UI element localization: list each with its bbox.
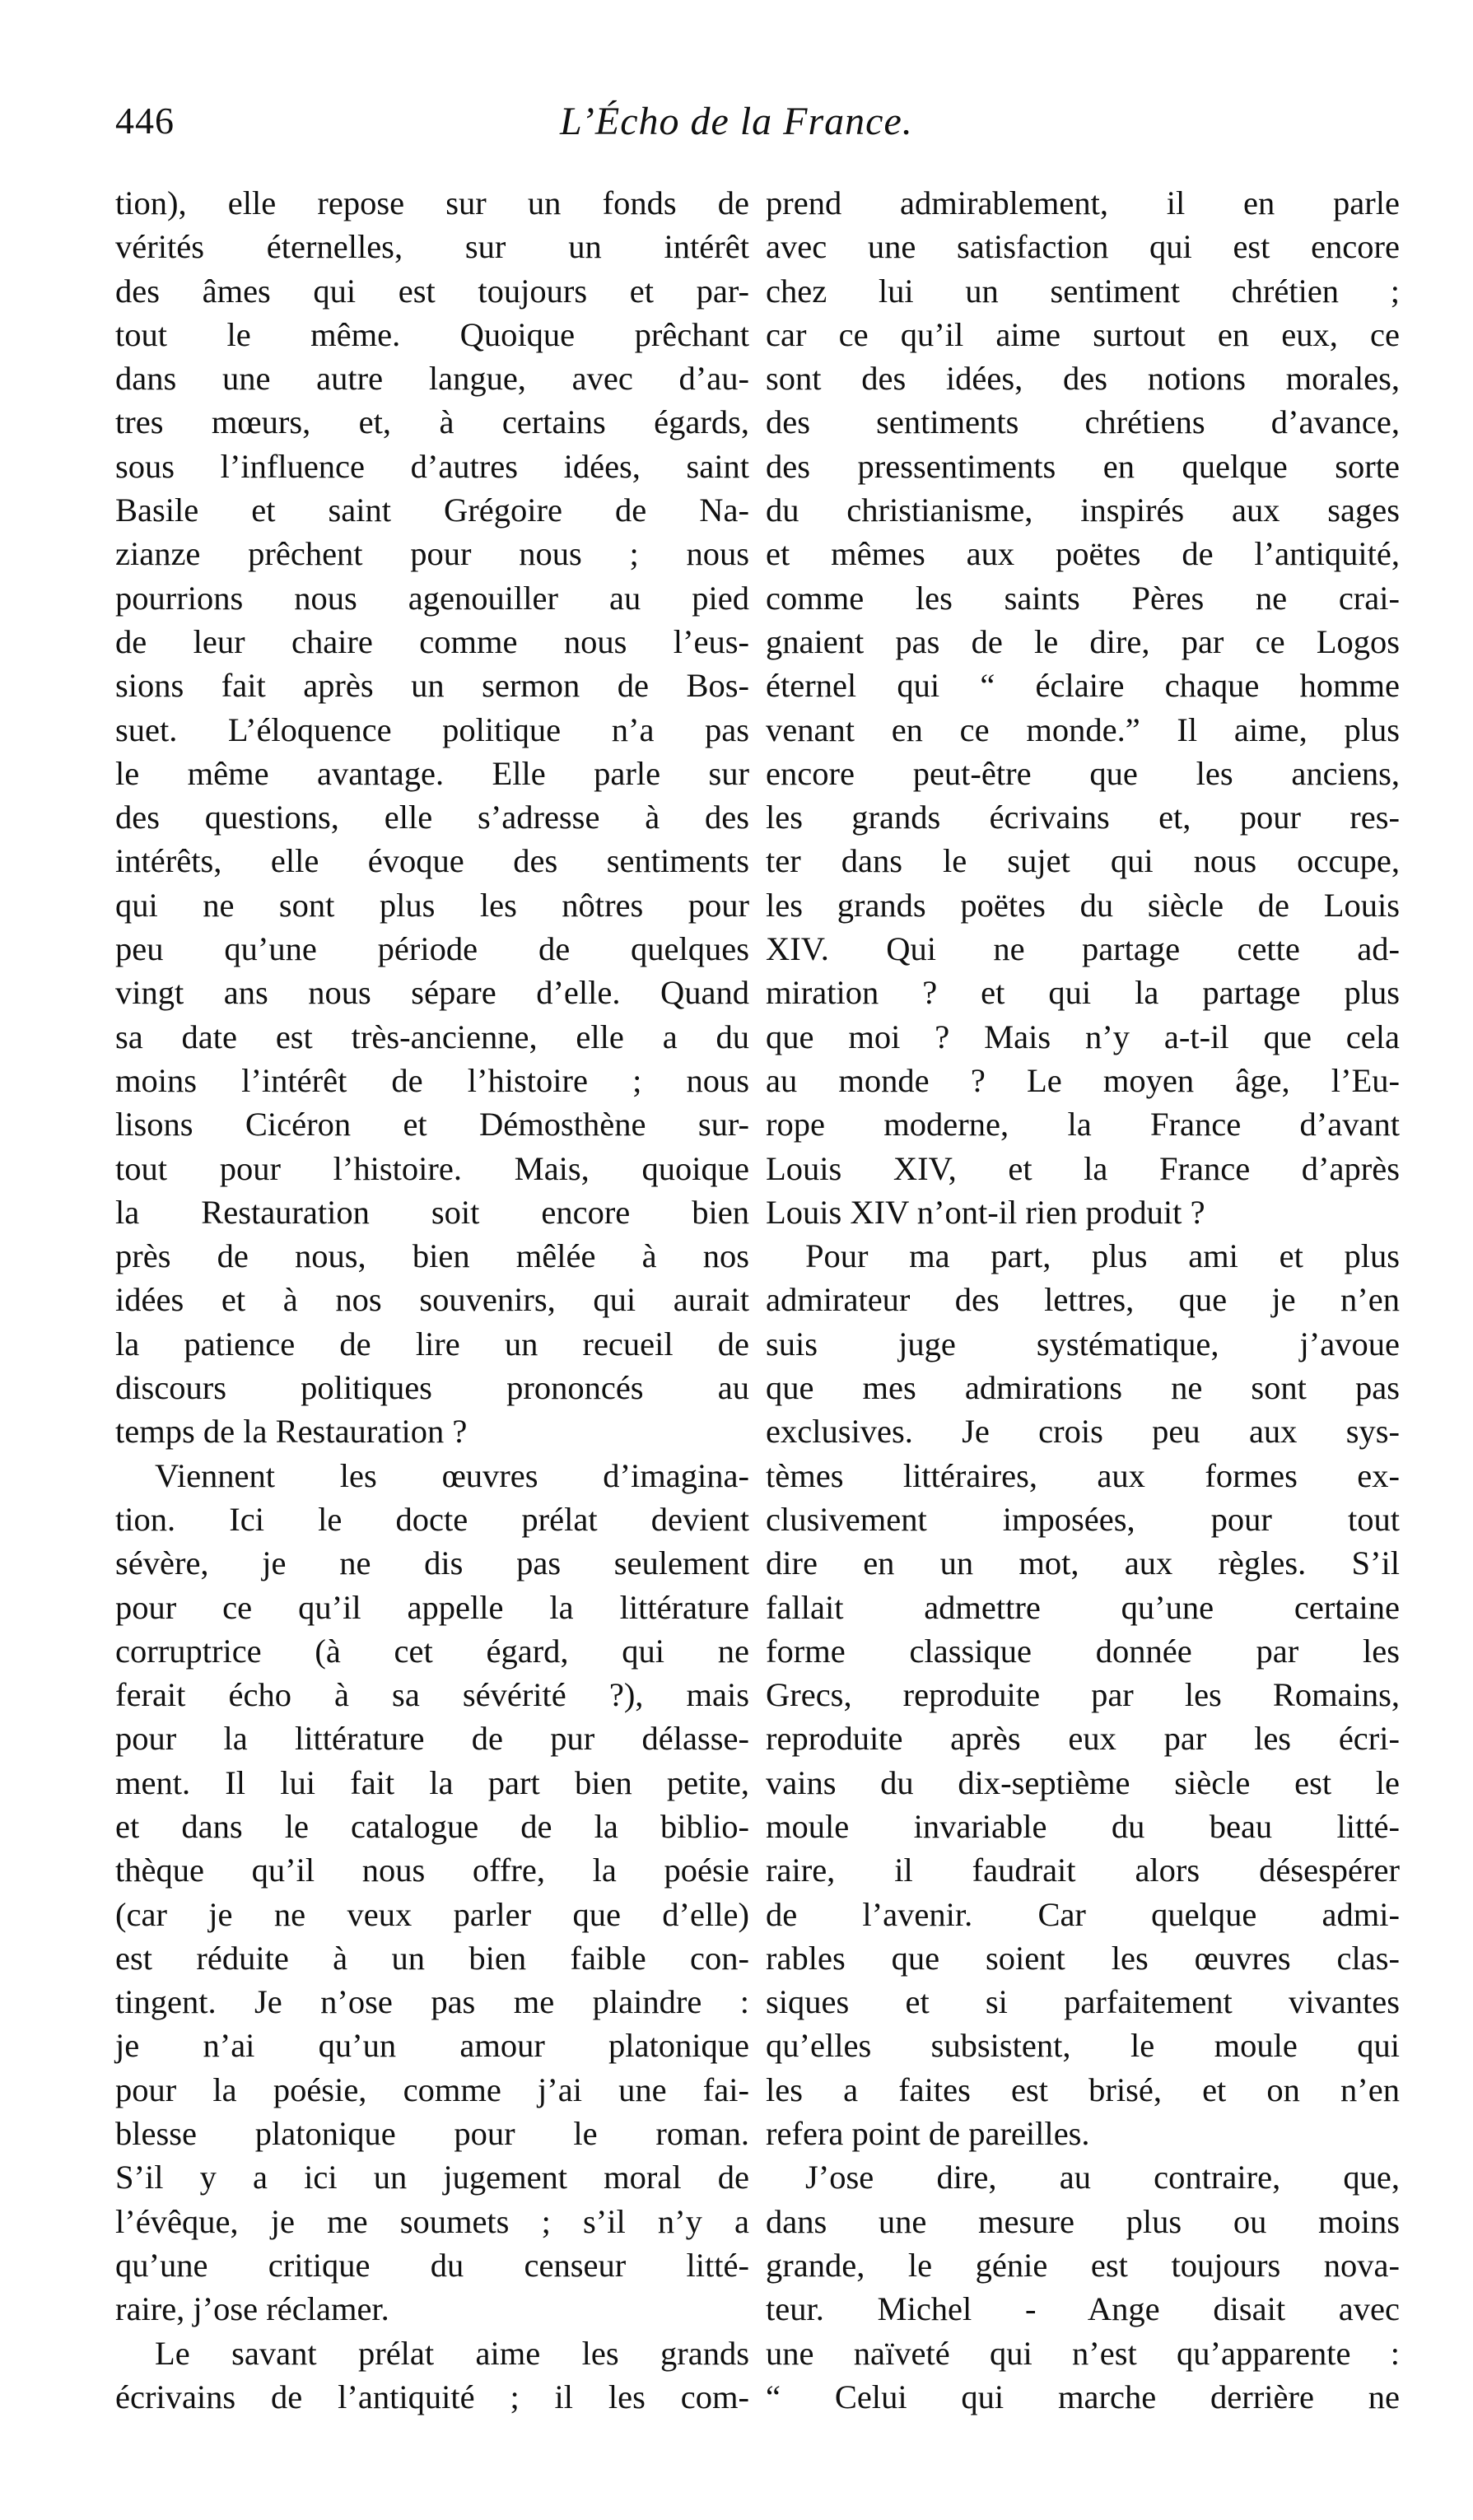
text-line: de leur chaire comme nous l’eus- (115, 622, 749, 660)
text-line: au monde ? Le moyen âge, l’Eu- (766, 1061, 1400, 1099)
text-line: tingent. Je n’ose pas me plaindre : (115, 1983, 749, 2021)
text-line: tion), elle repose sur un fonds de (115, 184, 749, 221)
text-line: raire, il faudrait alors désespérer (766, 1852, 1400, 1889)
text-line: vains du dix-septième siècle est le (766, 1763, 1400, 1801)
text-line: dire en un mot, aux règles. S’il (766, 1544, 1400, 1582)
text-line: (car je ne veux parler que d’elle) (115, 1895, 749, 1933)
text-line: moule invariable du beau litté- (766, 1807, 1400, 1845)
text-line: sa date est très-ancienne, elle a du (115, 1018, 749, 1055)
text-line: avec une satisfaction qui est encore (766, 228, 1400, 266)
text-line: prend admirablement, il en parle (766, 184, 1400, 221)
text-line: tèmes littéraires, aux formes ex- (766, 1456, 1400, 1494)
text-line: que moi ? Mais n’y a-t-il que cela (766, 1018, 1400, 1055)
text-line: l’évêque, je me soumets ; s’il n’y a (115, 2202, 749, 2240)
page-number: 446 (115, 100, 175, 142)
text-line: intérêts, elle évoque des sentiments (115, 842, 749, 880)
text-line: qu’une critique du censeur litté- (115, 2246, 749, 2284)
text-line: Louis XIV, et la France d’après (766, 1149, 1400, 1187)
text-line: idées et à nos souvenirs, qui aurait (115, 1281, 749, 1319)
text-line: les a faites est brisé, et on n’en (766, 2070, 1400, 2108)
text-line: tion. Ici le docte prélat devient (115, 1500, 749, 1538)
text-line: les grands écrivains et, pour res- (766, 799, 1400, 836)
text-line: raire, j’ose réclamer. (115, 2290, 389, 2328)
running-title: L’Écho de la France. (560, 100, 913, 143)
text-line: sont des idées, des notions morales, (766, 360, 1400, 398)
text-line: car ce qu’il aime surtout en eux, ce (766, 315, 1400, 353)
text-line: rope moderne, la France d’avant (766, 1106, 1400, 1144)
text-line: des sentiments chrétiens d’avance, (766, 403, 1400, 441)
text-line: sévère, je ne dis pas seulement (115, 1544, 749, 1582)
text-line: Viennent les œuvres d’imagina- (155, 1456, 749, 1494)
text-line: moins l’intérêt de l’histoire ; nous (115, 1061, 749, 1099)
text-line: qui ne sont plus les nôtres pour (115, 886, 749, 924)
page-header (115, 99, 1383, 156)
text-line: encore peut-être que les anciens, (766, 754, 1400, 792)
text-line: est réduite à un bien faible con- (115, 1939, 749, 1977)
text-line: fallait admettre qu’une certaine (766, 1588, 1400, 1626)
text-line: pour ce qu’il appelle la littérature (115, 1588, 749, 1626)
text-line: ment. Il lui fait la part bien petite, (115, 1763, 749, 1801)
text-line: peu qu’une période de quelques (115, 930, 749, 968)
text-line: reproduite après eux par les écri- (766, 1720, 1400, 1758)
text-line: et mêmes aux poëtes de l’antiquité, (766, 535, 1400, 573)
text-line: comme les saints Pères ne crai- (766, 579, 1400, 617)
text-line: gnaient pas de le dire, par ce Logos (766, 622, 1400, 660)
text-line: discours politiques prononcés au (115, 1369, 749, 1407)
text-line: près de nous, bien mêlée à nos (115, 1237, 749, 1275)
text-line: siques et si parfaitement vivantes (766, 1983, 1400, 2021)
text-line: exclusives. Je crois peu aux sys- (766, 1413, 1400, 1451)
text-line: dans une mesure plus ou moins (766, 2202, 1400, 2240)
text-line: suis juge systématique, j’avoue (766, 1325, 1400, 1362)
text-line: blesse platonique pour le roman. (115, 2115, 749, 2153)
text-line: S’il y a ici un jugement moral de (115, 2159, 749, 2196)
left-column (115, 181, 749, 2419)
text-line: des questions, elle s’adresse à des (115, 799, 749, 836)
text-line: des âmes qui est toujours et par- (115, 272, 749, 310)
text-line: forme classique donnée par les (766, 1632, 1400, 1670)
text-line: des pressentiments en quelque sorte (766, 447, 1400, 485)
text-line: la patience de lire un recueil de (115, 1325, 749, 1362)
text-line: de l’avenir. Car quelque admi- (766, 1895, 1400, 1933)
text-line: et dans le catalogue de la biblio- (115, 1807, 749, 1845)
text-line: pourrions nous agenouiller au pied (115, 579, 749, 617)
text-line: clusivement imposées, pour tout (766, 1500, 1400, 1538)
text-line: admirateur des lettres, que je n’en (766, 1281, 1400, 1319)
text-line: une naïveté qui n’est qu’apparente : (766, 2334, 1400, 2372)
text-line: teur. Michel - Ange disait avec (766, 2290, 1400, 2328)
text-line: Grecs, reproduite par les Romains, (766, 1676, 1400, 1714)
text-line: pour la littérature de pur délasse- (115, 1720, 749, 1758)
text-line: éternel qui “ éclaire chaque homme (766, 667, 1400, 705)
text-line: zianze prêchent pour nous ; nous (115, 535, 749, 573)
text-line: J’ose dire, au contraire, que, (805, 2159, 1400, 2196)
text-line: thèque qu’il nous offre, la poésie (115, 1852, 749, 1889)
text-line: Le savant prélat aime les grands (155, 2334, 749, 2372)
text-line: ferait écho à sa sévérité ?), mais (115, 1676, 749, 1714)
text-line: refera point de pareilles. (766, 2115, 1090, 2153)
text-line: tout le même. Quoique prêchant (115, 315, 749, 353)
text-line: miration ? et qui la partage plus (766, 974, 1400, 1012)
text-line: vérités éternelles, sur un intérêt (115, 228, 749, 266)
text-line: que mes admirations ne sont pas (766, 1369, 1400, 1407)
text-line: Louis XIV n’ont-il rien produit ? (766, 1193, 1205, 1231)
text-line: rables que soient les œuvres clas- (766, 1939, 1400, 1977)
text-line: ter dans le sujet qui nous occupe, (766, 842, 1400, 880)
text-line: lisons Cicéron et Démosthène sur- (115, 1106, 749, 1144)
text-line: pour la poésie, comme j’ai une fai- (115, 2070, 749, 2108)
text-line: Basile et saint Grégoire de Na- (115, 491, 749, 529)
text-line: je n’ai qu’un amour platonique (115, 2027, 749, 2065)
text-line: “ Celui qui marche derrière ne (766, 2378, 1400, 2415)
text-line: Pour ma part, plus ami et plus (805, 1237, 1400, 1275)
text-line: vingt ans nous sépare d’elle. Quand (115, 974, 749, 1012)
text-line: le même avantage. Elle parle sur (115, 754, 749, 792)
text-line: dans une autre langue, avec d’au- (115, 360, 749, 398)
text-line: sions fait après un sermon de Bos- (115, 667, 749, 705)
text-line: venant en ce monde.” Il aime, plus (766, 710, 1400, 748)
text-line: chez lui un sentiment chrétien ; (766, 272, 1400, 310)
text-line: suet. L’éloquence politique n’a pas (115, 710, 749, 748)
text-line: sous l’influence d’autres idées, saint (115, 447, 749, 485)
right-column (766, 181, 1400, 2419)
text-line: du christianisme, inspirés aux sages (766, 491, 1400, 529)
text-line: qu’elles subsistent, le moule qui (766, 2027, 1400, 2065)
text-line: tres mœurs, et, à certains égards, (115, 403, 749, 441)
text-line: grande, le génie est toujours nova- (766, 2246, 1400, 2284)
text-line: les grands poëtes du siècle de Louis (766, 886, 1400, 924)
text-line: corruptrice (à cet égard, qui ne (115, 1632, 749, 1670)
text-line: temps de la Restauration ? (115, 1413, 468, 1451)
text-line: écrivains de l’antiquité ; il les com- (115, 2378, 749, 2415)
text-line: la Restauration soit encore bien (115, 1193, 749, 1231)
text-line: XIV. Qui ne partage cette ad- (766, 930, 1400, 968)
text-line: tout pour l’histoire. Mais, quoique (115, 1149, 749, 1187)
